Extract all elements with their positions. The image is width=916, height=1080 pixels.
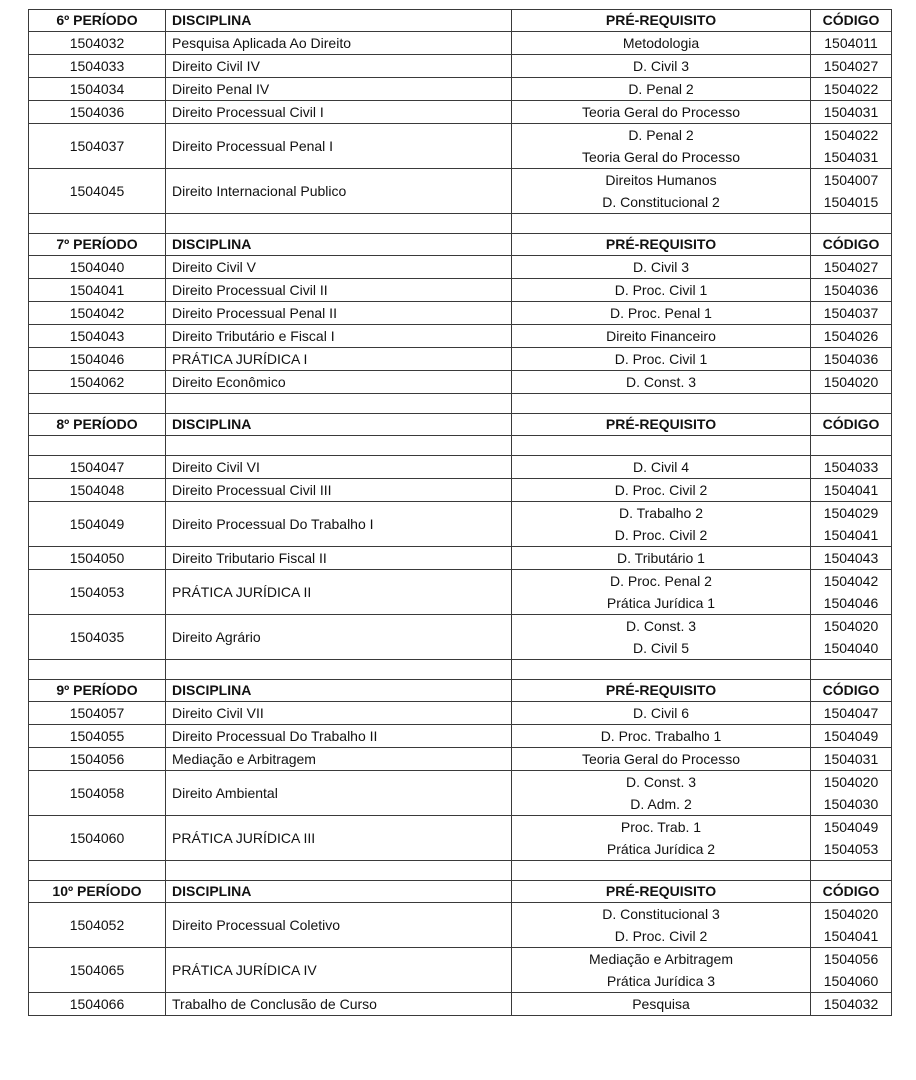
period-header-row (29, 680, 892, 702)
prerequisite-cell (512, 993, 811, 1016)
empty-cell (512, 861, 811, 881)
prerequisite-code: 1504040 (823, 640, 879, 656)
table-row (29, 502, 892, 547)
prerequisite-cell (512, 302, 811, 325)
prerequisite-code-cell (811, 55, 892, 78)
prerequisite-code: 1504046 (823, 595, 879, 611)
prerequisite-cell (512, 371, 811, 394)
table-row (29, 948, 892, 993)
prerequisite-name: D. Civil 3 (632, 58, 689, 74)
empty-cell (811, 214, 892, 234)
empty-cell (166, 436, 512, 456)
table-row (29, 771, 892, 816)
spacer-row (29, 214, 892, 234)
discipline-code: 1504062 (29, 371, 166, 394)
prerequisite-code-cell (811, 78, 892, 101)
discipline-code: 1504049 (29, 502, 166, 547)
prerequisite-cell (512, 502, 811, 547)
discipline-name: Pesquisa Aplicada Ao Direito (166, 32, 512, 55)
table-row (29, 78, 892, 101)
prerequisite-code-cell (811, 456, 892, 479)
prerequisite-name: D. Proc. Civil 1 (614, 282, 708, 298)
prerequisite-cell (512, 348, 811, 371)
prerequisite-code: 1504031 (823, 751, 879, 767)
table-row (29, 615, 892, 660)
table-row (29, 302, 892, 325)
prerequisite-code: 1504020 (823, 774, 879, 790)
discipline-header: DISCIPLINA (166, 680, 512, 702)
discipline-code: 1504047 (29, 456, 166, 479)
prerequisite-name: Metodologia (622, 35, 700, 51)
prerequisite-name: D. Civil 4 (632, 459, 689, 475)
prerequisite-name: D. Civil 5 (632, 640, 689, 656)
prerequisite-code: 1504022 (823, 127, 879, 143)
discipline-code: 1504032 (29, 32, 166, 55)
prerequisite-cell (512, 124, 811, 169)
prerequisite-header: PRÉ-REQUISITO (512, 881, 811, 903)
prerequisite-cell (512, 816, 811, 861)
empty-cell (811, 861, 892, 881)
table-row (29, 903, 892, 948)
discipline-name: Direito Agrário (166, 615, 512, 660)
table-row (29, 547, 892, 570)
prerequisite-name: Teoria Geral do Processo (582, 104, 740, 120)
discipline-header: DISCIPLINA (166, 10, 512, 32)
prerequisite-code-cell (811, 570, 892, 615)
prerequisite-code: 1504056 (823, 951, 879, 967)
prerequisite-name: D. Proc. Trabalho 1 (600, 728, 722, 744)
period-header-row (29, 881, 892, 903)
prerequisite-code-cell (811, 725, 892, 748)
prerequisite-code: 1504020 (823, 374, 879, 390)
empty-cell (29, 861, 166, 881)
code-header: CÓDIGO (811, 881, 892, 903)
discipline-code: 1504040 (29, 256, 166, 279)
prerequisite-name: D. Civil 6 (632, 705, 689, 721)
code-header: CÓDIGO (811, 414, 892, 436)
table-row (29, 702, 892, 725)
discipline-code: 1504058 (29, 771, 166, 816)
spacer-row (29, 861, 892, 881)
discipline-code: 1504037 (29, 124, 166, 169)
discipline-code: 1504056 (29, 748, 166, 771)
discipline-name: PRÁTICA JURÍDICA I (166, 348, 512, 371)
table-row (29, 570, 892, 615)
prerequisite-code: 1504031 (823, 149, 879, 165)
table-row (29, 55, 892, 78)
prerequisite-code: 1504027 (823, 58, 879, 74)
prerequisite-cell (512, 256, 811, 279)
discipline-name: Direito Ambiental (166, 771, 512, 816)
discipline-name: Direito Processual Coletivo (166, 903, 512, 948)
period-header-row (29, 10, 892, 32)
discipline-name: PRÁTICA JURÍDICA IV (166, 948, 512, 993)
prerequisite-cell (512, 771, 811, 816)
table-row (29, 725, 892, 748)
prerequisite-code: 1504041 (823, 928, 879, 944)
table-row (29, 748, 892, 771)
prerequisite-name: D. Proc. Civil 2 (614, 928, 708, 944)
prerequisite-code: 1504026 (823, 328, 879, 344)
prerequisite-code-cell (811, 169, 892, 214)
prerequisite-name: D. Constitucional 3 (602, 906, 720, 922)
prerequisite-cell (512, 55, 811, 78)
prerequisite-code: 1504036 (823, 282, 879, 298)
discipline-name: Direito Tributario Fiscal II (166, 547, 512, 570)
prerequisite-name: D. Proc. Civil 2 (614, 527, 708, 543)
discipline-code: 1504033 (29, 55, 166, 78)
table-row (29, 124, 892, 169)
prerequisite-code-cell (811, 903, 892, 948)
prerequisite-cell (512, 456, 811, 479)
prerequisite-name: D. Penal 2 (628, 127, 694, 143)
prerequisite-code: 1504020 (823, 906, 879, 922)
discipline-name: Direito Econômico (166, 371, 512, 394)
discipline-name: Direito Processual Do Trabalho I (166, 502, 512, 547)
prerequisite-code: 1504060 (823, 973, 879, 989)
discipline-code: 1504066 (29, 993, 166, 1016)
curriculum-table-body (29, 10, 892, 1016)
prerequisite-name: Mediação e Arbitragem (589, 951, 733, 967)
prerequisite-code: 1504053 (823, 841, 879, 857)
period-label: 6º PERÍODO (29, 10, 166, 32)
table-row (29, 256, 892, 279)
prerequisite-code: 1504049 (823, 819, 879, 835)
discipline-header: DISCIPLINA (166, 234, 512, 256)
discipline-header: DISCIPLINA (166, 414, 512, 436)
table-row (29, 456, 892, 479)
curriculum-table (28, 9, 892, 1016)
table-row (29, 101, 892, 124)
prerequisite-name: D. Proc. Penal 1 (610, 305, 712, 321)
prerequisite-code: 1504031 (823, 104, 879, 120)
prerequisite-code-cell (811, 371, 892, 394)
prerequisite-header: PRÉ-REQUISITO (512, 10, 811, 32)
discipline-name: Direito Civil VII (166, 702, 512, 725)
prerequisite-cell (512, 903, 811, 948)
discipline-header: DISCIPLINA (166, 881, 512, 903)
prerequisite-cell (512, 570, 811, 615)
prerequisite-name: Prática Jurídica 2 (606, 841, 716, 857)
prerequisite-code: 1504027 (823, 259, 879, 275)
prerequisite-name: D. Penal 2 (628, 81, 694, 97)
discipline-code: 1504036 (29, 101, 166, 124)
discipline-name: Direito Processual Civil II (166, 279, 512, 302)
prerequisite-code-cell (811, 325, 892, 348)
discipline-name: PRÁTICA JURÍDICA III (166, 816, 512, 861)
spacer-row (29, 436, 892, 456)
prerequisite-cell (512, 279, 811, 302)
empty-cell (29, 436, 166, 456)
prerequisite-code-cell (811, 993, 892, 1016)
empty-cell (512, 436, 811, 456)
prerequisite-code-cell (811, 502, 892, 547)
prerequisite-header: PRÉ-REQUISITO (512, 680, 811, 702)
table-row (29, 32, 892, 55)
prerequisite-code: 1504043 (823, 550, 879, 566)
empty-cell (512, 214, 811, 234)
prerequisite-cell (512, 479, 811, 502)
table-row (29, 169, 892, 214)
prerequisite-code-cell (811, 479, 892, 502)
prerequisite-cell (512, 169, 811, 214)
prerequisite-name: D. Proc. Penal 2 (610, 573, 712, 589)
empty-cell (29, 660, 166, 680)
discipline-name: Direito Processual Do Trabalho II (166, 725, 512, 748)
empty-cell (166, 660, 512, 680)
prerequisite-code-cell (811, 948, 892, 993)
empty-cell (811, 660, 892, 680)
discipline-name: PRÁTICA JURÍDICA II (166, 570, 512, 615)
spacer-row (29, 394, 892, 414)
discipline-name: Mediação e Arbitragem (166, 748, 512, 771)
code-header: CÓDIGO (811, 10, 892, 32)
empty-cell (512, 394, 811, 414)
prerequisite-code-cell (811, 702, 892, 725)
discipline-name: Direito Civil V (166, 256, 512, 279)
discipline-name: Direito Processual Penal II (166, 302, 512, 325)
prerequisite-code: 1504049 (823, 728, 879, 744)
discipline-code: 1504057 (29, 702, 166, 725)
discipline-code: 1504050 (29, 547, 166, 570)
prerequisite-name: Teoria Geral do Processo (582, 149, 740, 165)
prerequisite-name: D. Const. 3 (625, 618, 697, 634)
prerequisite-code: 1504020 (823, 618, 879, 634)
discipline-code: 1504048 (29, 479, 166, 502)
discipline-code: 1504052 (29, 903, 166, 948)
table-row (29, 325, 892, 348)
prerequisite-code: 1504007 (823, 172, 879, 188)
prerequisite-name: D. Proc. Civil 2 (614, 482, 708, 498)
prerequisite-cell (512, 547, 811, 570)
prerequisite-name: Prática Jurídica 3 (606, 973, 716, 989)
discipline-code: 1504055 (29, 725, 166, 748)
prerequisite-header: PRÉ-REQUISITO (512, 414, 811, 436)
discipline-name: Direito Processual Civil I (166, 101, 512, 124)
discipline-name: Trabalho de Conclusão de Curso (166, 993, 512, 1016)
prerequisite-code-cell (811, 302, 892, 325)
code-header: CÓDIGO (811, 680, 892, 702)
discipline-name: Direito Civil VI (166, 456, 512, 479)
prerequisite-code-cell (811, 748, 892, 771)
empty-cell (811, 394, 892, 414)
prerequisite-header: PRÉ-REQUISITO (512, 234, 811, 256)
code-header: CÓDIGO (811, 234, 892, 256)
prerequisite-code: 1504015 (823, 194, 879, 210)
prerequisite-code: 1504041 (823, 527, 879, 543)
discipline-code: 1504043 (29, 325, 166, 348)
period-header-row (29, 414, 892, 436)
prerequisite-name: Pesquisa (632, 996, 690, 1012)
prerequisite-name: D. Trabalho 2 (618, 505, 704, 521)
prerequisite-cell (512, 615, 811, 660)
prerequisite-code-cell (811, 101, 892, 124)
prerequisite-name: D. Const. 3 (625, 374, 697, 390)
prerequisite-name: D. Adm. 2 (630, 796, 692, 812)
prerequisite-code: 1504037 (823, 305, 879, 321)
period-label: 9º PERÍODO (29, 680, 166, 702)
prerequisite-cell (512, 725, 811, 748)
prerequisite-name: Direitos Humanos (605, 172, 717, 188)
discipline-name: Direito Processual Civil III (166, 479, 512, 502)
prerequisite-code-cell (811, 547, 892, 570)
discipline-code: 1504035 (29, 615, 166, 660)
prerequisite-cell (512, 78, 811, 101)
prerequisite-code: 1504032 (823, 996, 879, 1012)
empty-cell (166, 861, 512, 881)
prerequisite-code: 1504029 (823, 505, 879, 521)
discipline-name: Direito Civil IV (166, 55, 512, 78)
empty-cell (29, 214, 166, 234)
prerequisite-code-cell (811, 124, 892, 169)
discipline-name: Direito Processual Penal I (166, 124, 512, 169)
prerequisite-name: D. Civil 3 (632, 259, 689, 275)
prerequisite-name: Teoria Geral do Processo (582, 751, 740, 767)
discipline-code: 1504042 (29, 302, 166, 325)
table-row (29, 816, 892, 861)
prerequisite-name: Prática Jurídica 1 (606, 595, 716, 611)
prerequisite-name: D. Constitucional 2 (602, 194, 720, 210)
discipline-name: Direito Tributário e Fiscal I (166, 325, 512, 348)
prerequisite-code-cell (811, 348, 892, 371)
table-row (29, 279, 892, 302)
period-header-row (29, 234, 892, 256)
prerequisite-cell (512, 948, 811, 993)
prerequisite-code: 1504047 (823, 705, 879, 721)
prerequisite-code: 1504011 (824, 35, 878, 51)
period-label: 10º PERÍODO (29, 881, 166, 903)
empty-cell (512, 660, 811, 680)
table-row (29, 993, 892, 1016)
prerequisite-code-cell (811, 615, 892, 660)
prerequisite-cell (512, 748, 811, 771)
prerequisite-code: 1504036 (823, 351, 879, 367)
discipline-code: 1504041 (29, 279, 166, 302)
prerequisite-cell (512, 702, 811, 725)
table-row (29, 371, 892, 394)
prerequisite-code: 1504041 (823, 482, 879, 498)
prerequisite-cell (512, 101, 811, 124)
prerequisite-code-cell (811, 279, 892, 302)
prerequisite-name: Proc. Trab. 1 (620, 819, 702, 835)
prerequisite-code-cell (811, 32, 892, 55)
prerequisite-code-cell (811, 816, 892, 861)
prerequisite-name: D. Proc. Civil 1 (614, 351, 708, 367)
discipline-code: 1504046 (29, 348, 166, 371)
prerequisite-name: D. Const. 3 (625, 774, 697, 790)
discipline-code: 1504053 (29, 570, 166, 615)
empty-cell (811, 436, 892, 456)
prerequisite-code: 1504033 (823, 459, 879, 475)
prerequisite-code: 1504042 (823, 573, 879, 589)
prerequisite-code-cell (811, 771, 892, 816)
prerequisite-name: Direito Financeiro (606, 328, 716, 344)
discipline-code: 1504045 (29, 169, 166, 214)
empty-cell (29, 394, 166, 414)
discipline-code: 1504060 (29, 816, 166, 861)
empty-cell (166, 214, 512, 234)
prerequisite-name: D. Tributário 1 (617, 550, 705, 566)
period-label: 8º PERÍODO (29, 414, 166, 436)
discipline-code: 1504065 (29, 948, 166, 993)
discipline-name: Direito Penal IV (166, 78, 512, 101)
prerequisite-code: 1504022 (823, 81, 879, 97)
prerequisite-code: 1504030 (823, 796, 879, 812)
discipline-name: Direito Internacional Publico (166, 169, 512, 214)
discipline-code: 1504034 (29, 78, 166, 101)
prerequisite-cell (512, 325, 811, 348)
table-row (29, 348, 892, 371)
prerequisite-code-cell (811, 256, 892, 279)
spacer-row (29, 660, 892, 680)
empty-cell (166, 394, 512, 414)
table-row (29, 479, 892, 502)
period-label: 7º PERÍODO (29, 234, 166, 256)
prerequisite-cell (512, 32, 811, 55)
